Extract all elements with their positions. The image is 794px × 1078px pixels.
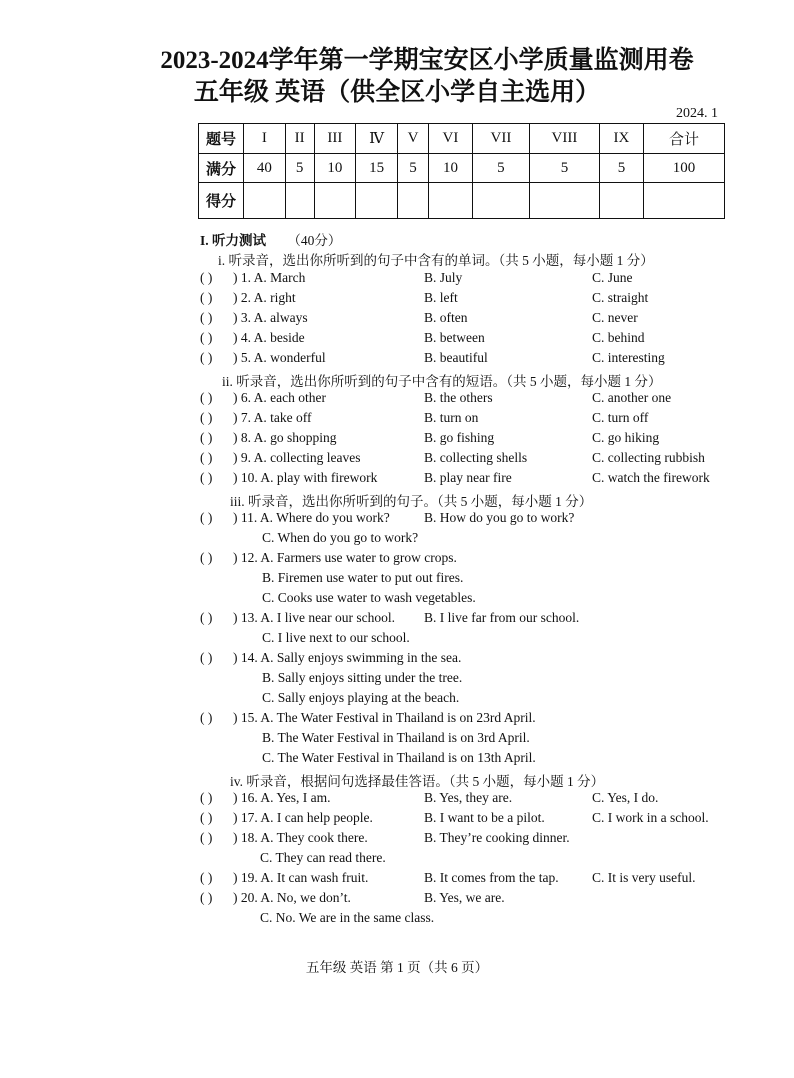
option-c: C. go hiking xyxy=(592,430,660,445)
answer-blank[interactable]: ( ) xyxy=(200,270,213,285)
option-b: B. between xyxy=(424,330,485,345)
option-c: C. another one xyxy=(592,390,672,405)
column-header: III xyxy=(314,124,356,154)
section-points: （40分） xyxy=(287,233,342,248)
answer-blank[interactable]: ( ) xyxy=(200,550,213,565)
exam-subtitle: 五年级 英语（供全区小学自主选用） xyxy=(193,79,601,106)
full-mark-cell: 100 xyxy=(643,154,724,183)
answer-blank[interactable]: ( ) xyxy=(200,870,213,885)
part-iii-instruction: iii. 听录音，选出你所听到的句子。（共 5 小题，每小题 1 分） xyxy=(230,494,593,509)
answer-blank[interactable]: ( ) xyxy=(200,890,213,905)
part-ii-instruction: ii. 听录音，选出你所听到的句子中含有的短语。（共 5 小题，每小题 1 分） xyxy=(222,374,662,389)
answer-blank[interactable]: ( ) xyxy=(200,430,213,445)
full-mark-cell: 5 xyxy=(398,154,429,183)
section-heading xyxy=(200,229,341,249)
answer-blank[interactable]: ( ) xyxy=(200,710,213,725)
option-a: ) 4. A. beside xyxy=(233,330,305,345)
option-c: C. When do you go to work? xyxy=(262,530,419,545)
option-b: B. They’re cooking dinner. xyxy=(424,830,570,845)
column-header: VII xyxy=(472,124,529,154)
option-b: B. It comes from the tap. xyxy=(424,870,559,885)
score-table xyxy=(198,123,725,219)
column-header: Ⅳ xyxy=(356,124,398,154)
option-a: ) 6. A. each other xyxy=(233,390,326,405)
obtained-score-cell[interactable] xyxy=(398,183,429,219)
option-a: ) 13. A. I live near our school. xyxy=(233,610,395,625)
exam-date: 2024. 1 xyxy=(676,106,718,121)
obtained-score-cell[interactable] xyxy=(529,183,599,219)
option-c: C. watch the firework xyxy=(592,470,710,485)
exam-title: 2023-2024学年第一学期宝安区小学质量监测用卷 xyxy=(160,47,694,74)
option-b: B. Yes, we are. xyxy=(424,890,505,905)
obtained-score-cell[interactable] xyxy=(356,183,398,219)
column-header: VI xyxy=(428,124,472,154)
column-header: II xyxy=(285,124,314,154)
obtained-score-cell[interactable] xyxy=(244,183,286,219)
answer-blank[interactable]: ( ) xyxy=(200,290,213,305)
option-c: C. turn off xyxy=(592,410,649,425)
obtained-score-cell[interactable] xyxy=(314,183,356,219)
answer-blank[interactable]: ( ) xyxy=(200,790,213,805)
option-c: C. No. We are in the same class. xyxy=(260,910,435,925)
column-header: VIII xyxy=(529,124,599,154)
option-c: C. June xyxy=(592,270,633,285)
answer-blank[interactable]: ( ) xyxy=(200,830,213,845)
option-a: ) 19. A. It can wash fruit. xyxy=(233,870,369,885)
full-mark-cell: 5 xyxy=(599,154,643,183)
answer-blank[interactable]: ( ) xyxy=(200,390,213,405)
column-header: V xyxy=(398,124,429,154)
option-b: B. go fishing xyxy=(424,430,495,445)
score-table-obtained-row xyxy=(199,183,725,219)
option-a: ) 17. A. I can help people. xyxy=(233,810,373,825)
answer-blank[interactable]: ( ) xyxy=(200,610,213,625)
answer-blank[interactable]: ( ) xyxy=(200,650,213,665)
full-mark-cell: 10 xyxy=(314,154,356,183)
option-c: C. interesting xyxy=(592,350,665,365)
answer-blank[interactable]: ( ) xyxy=(200,350,213,365)
full-mark-cell: 5 xyxy=(285,154,314,183)
option-b: B. The Water Festival in Thailand is on 3rd April. xyxy=(262,730,530,745)
option-a: ) 3. A. always xyxy=(233,310,308,325)
option-a: ) 7. A. take off xyxy=(233,410,312,425)
option-a: ) 16. A. Yes, I am. xyxy=(233,790,331,805)
option-b: B. I live far from our school. xyxy=(424,610,580,625)
option-a: ) 2. A. right xyxy=(233,290,296,305)
full-mark-cell: 10 xyxy=(428,154,472,183)
option-c: C. Sally enjoys playing at the beach. xyxy=(262,690,460,705)
obtained-score-cell[interactable] xyxy=(428,183,472,219)
full-mark-cell: 5 xyxy=(529,154,599,183)
answer-blank[interactable]: ( ) xyxy=(200,330,213,345)
answer-blank[interactable]: ( ) xyxy=(200,450,213,465)
option-a: ) 9. A. collecting leaves xyxy=(233,450,361,465)
column-header: I xyxy=(244,124,286,154)
score-table-header-row xyxy=(199,124,725,154)
option-a: ) 11. A. Where do you work? xyxy=(233,510,390,525)
answer-blank[interactable]: ( ) xyxy=(200,510,213,525)
option-b: B. I want to be a pilot. xyxy=(424,810,545,825)
option-b: B. left xyxy=(424,290,458,305)
row-label-obtained-score: 得分 xyxy=(199,183,244,219)
option-b: B. July xyxy=(424,270,463,285)
full-mark-cell: 5 xyxy=(472,154,529,183)
option-c: C. I live next to our school. xyxy=(262,630,410,645)
section-title: I. 听力测试 xyxy=(200,233,267,248)
option-a: ) 8. A. go shopping xyxy=(233,430,337,445)
score-table-full-marks-row xyxy=(199,154,725,183)
option-a: ) 15. A. The Water Festival in Thailand is on 23rd April. xyxy=(233,710,536,725)
option-a: ) 14. A. Sally enjoys swimming in the sea. xyxy=(233,650,462,665)
option-b: B. play near fire xyxy=(424,470,512,485)
option-c: C. It is very useful. xyxy=(592,870,696,885)
row-label-question-number: 题号 xyxy=(199,124,244,154)
full-mark-cell: 15 xyxy=(356,154,398,183)
option-b: B. turn on xyxy=(424,410,479,425)
page-footer: 五年级 英语 第 1 页（共 6 页） xyxy=(305,960,489,975)
option-a: ) 18. A. They cook there. xyxy=(233,830,368,845)
option-b: B. Firemen use water to put out fires. xyxy=(262,570,464,585)
column-header: IX xyxy=(599,124,643,154)
answer-blank[interactable]: ( ) xyxy=(200,410,213,425)
option-c: C. straight xyxy=(592,290,649,305)
answer-blank[interactable]: ( ) xyxy=(200,810,213,825)
option-a: ) 12. A. Farmers use water to grow crops. xyxy=(233,550,457,565)
option-b: B. Yes, they are. xyxy=(424,790,513,805)
option-b: B. beautiful xyxy=(424,350,488,365)
part-iv-instruction: iv. 听录音，根据问句选择最佳答语。（共 5 小题，每小题 1 分） xyxy=(230,774,605,789)
obtained-score-cell[interactable] xyxy=(472,183,529,219)
option-b: B. collecting shells xyxy=(424,450,528,465)
full-mark-cell: 40 xyxy=(244,154,286,183)
option-a: ) 5. A. wonderful xyxy=(233,350,326,365)
option-a: ) 1. A. March xyxy=(233,270,306,285)
option-c: C. They can read there. xyxy=(260,850,386,865)
option-b: B. How do you go to work? xyxy=(424,510,575,525)
obtained-score-cell[interactable] xyxy=(599,183,643,219)
option-c: C. Yes, I do. xyxy=(592,790,659,805)
option-a: ) 10. A. play with firework xyxy=(233,470,378,485)
column-header: 合计 xyxy=(643,124,724,154)
answer-blank[interactable]: ( ) xyxy=(200,470,213,485)
obtained-score-cell[interactable] xyxy=(285,183,314,219)
option-c: C. behind xyxy=(592,330,645,345)
answer-blank[interactable]: ( ) xyxy=(200,310,213,325)
option-c: C. collecting rubbish xyxy=(592,450,705,465)
option-c: C. Cooks use water to wash vegetables. xyxy=(262,590,476,605)
option-c: C. The Water Festival in Thailand is on 13th April. xyxy=(262,750,536,765)
obtained-score-cell[interactable] xyxy=(643,183,724,219)
option-b: B. often xyxy=(424,310,468,325)
part-i-instruction: i. 听录音，选出你所听到的句子中含有的单词。（共 5 小题，每小题 1 分） xyxy=(218,253,654,268)
option-c: C. I work in a school. xyxy=(592,810,709,825)
option-b: B. the others xyxy=(424,390,493,405)
option-a: ) 20. A. No, we don’t. xyxy=(233,890,351,905)
row-label-full-marks: 满分 xyxy=(199,154,244,183)
option-c: C. never xyxy=(592,310,638,325)
option-b: B. Sally enjoys sitting under the tree. xyxy=(262,670,463,685)
